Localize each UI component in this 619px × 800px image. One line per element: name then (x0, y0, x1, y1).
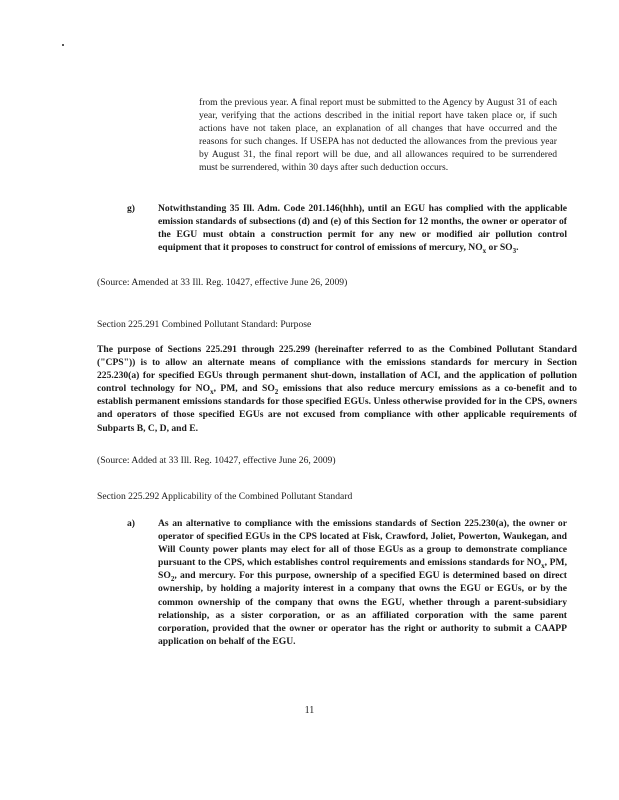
section-291-paragraph: The purpose of Sections 225.291 through 225.299 (hereinafter referred to as the Combined Pollutant Standard ("CPS")) is to allow an alternate means of compliance with the emissions standards for mercury in Section 225.230(a) for specified EGUs through permanent shut-down, installation of ACI, and the application of pollution control technology for $NO_x$, PM, and $SO_2$ emissions that also reduce mercury emissions as a co-benefit and to establish permanent emissions standards for those specified EGUs. Unless otherwise provided for in the CPS, owners and operators of those specified EGUs are not excused from compliance with other applicable requirements of Subparts B, C, D, and E. (97, 344, 577, 434)
subsection-a (127, 517, 567, 648)
section-291-heading: Section 225.291 Combined Pollutant Standard: Purpose (97, 319, 312, 330)
subsection-g-label: g) (127, 203, 135, 214)
subsection-g (127, 202, 567, 254)
source-note-1: (Source: Amended at 33 Ill. Reg. 10427, effective June 26, 2009) (97, 277, 348, 288)
source-note-2: (Source: Added at 33 Ill. Reg. 10427, effective June 26, 2009) (97, 455, 336, 466)
page-number: 11 (304, 705, 315, 716)
subsection-a-text: As an alternative to compliance with the emissions standards of Section 225.230(a), the owner or operator of specified EGUs in the CPS located at Fisk, Crawford, Joliet, Powerton, Waukegan, and Will County power plants may elect for all of those EGUs as a group to demonstrate compliance pursuant to the CPS, which establishes control requirements and emissions standards for $NO_x$, PM, $SO_2$, and mercury. For this purpose, ownership of a specified EGU is determined based on direct ownership, by holding a majority interest in a company that owns the EGU or EGUs, or by the common ownership of the company that owns the EGU, whether through a parent-subsidiary relationship, as a sister corporation, or as an affiliated corporation with the same parent corporation, provided that the owner or operator has the right or authority to submit a CAAPP application on behalf of the EGU. (158, 518, 567, 647)
scan-speck (62, 44, 64, 46)
continued-paragraph (199, 96, 557, 175)
section-292-heading: Section 225.292 Applicability of the Combined Pollutant Standard (97, 491, 353, 502)
continued-text: from the previous year. A final report must be submitted to the Agency by August 31 of each year, verifying that the actions described in the initial report have taken place or, if such actions have not taken place, an explanation of all changes that have occurred and the reasons for such changes. If USEPA has not deducted the allowances from the previous year by August 31, the final report will be due, and all allowances required to be surrendered must be surrendered, within 30 days after such deduction occurs. (199, 97, 557, 174)
subsection-a-label: a) (127, 518, 135, 529)
subsection-g-text: Notwithstanding 35 Ill. Adm. Code 201.146(hhh), until an EGU has complied with the applicable emission standards of subsections (d) and (e) of this Section for 12 months, the owner or operator of the EGU must obtain a construction permit for any new or modified air pollution control equipment that it proposes to construct for control of emissions of mercury, $NO_x$ or $SO_3$. (158, 203, 567, 256)
